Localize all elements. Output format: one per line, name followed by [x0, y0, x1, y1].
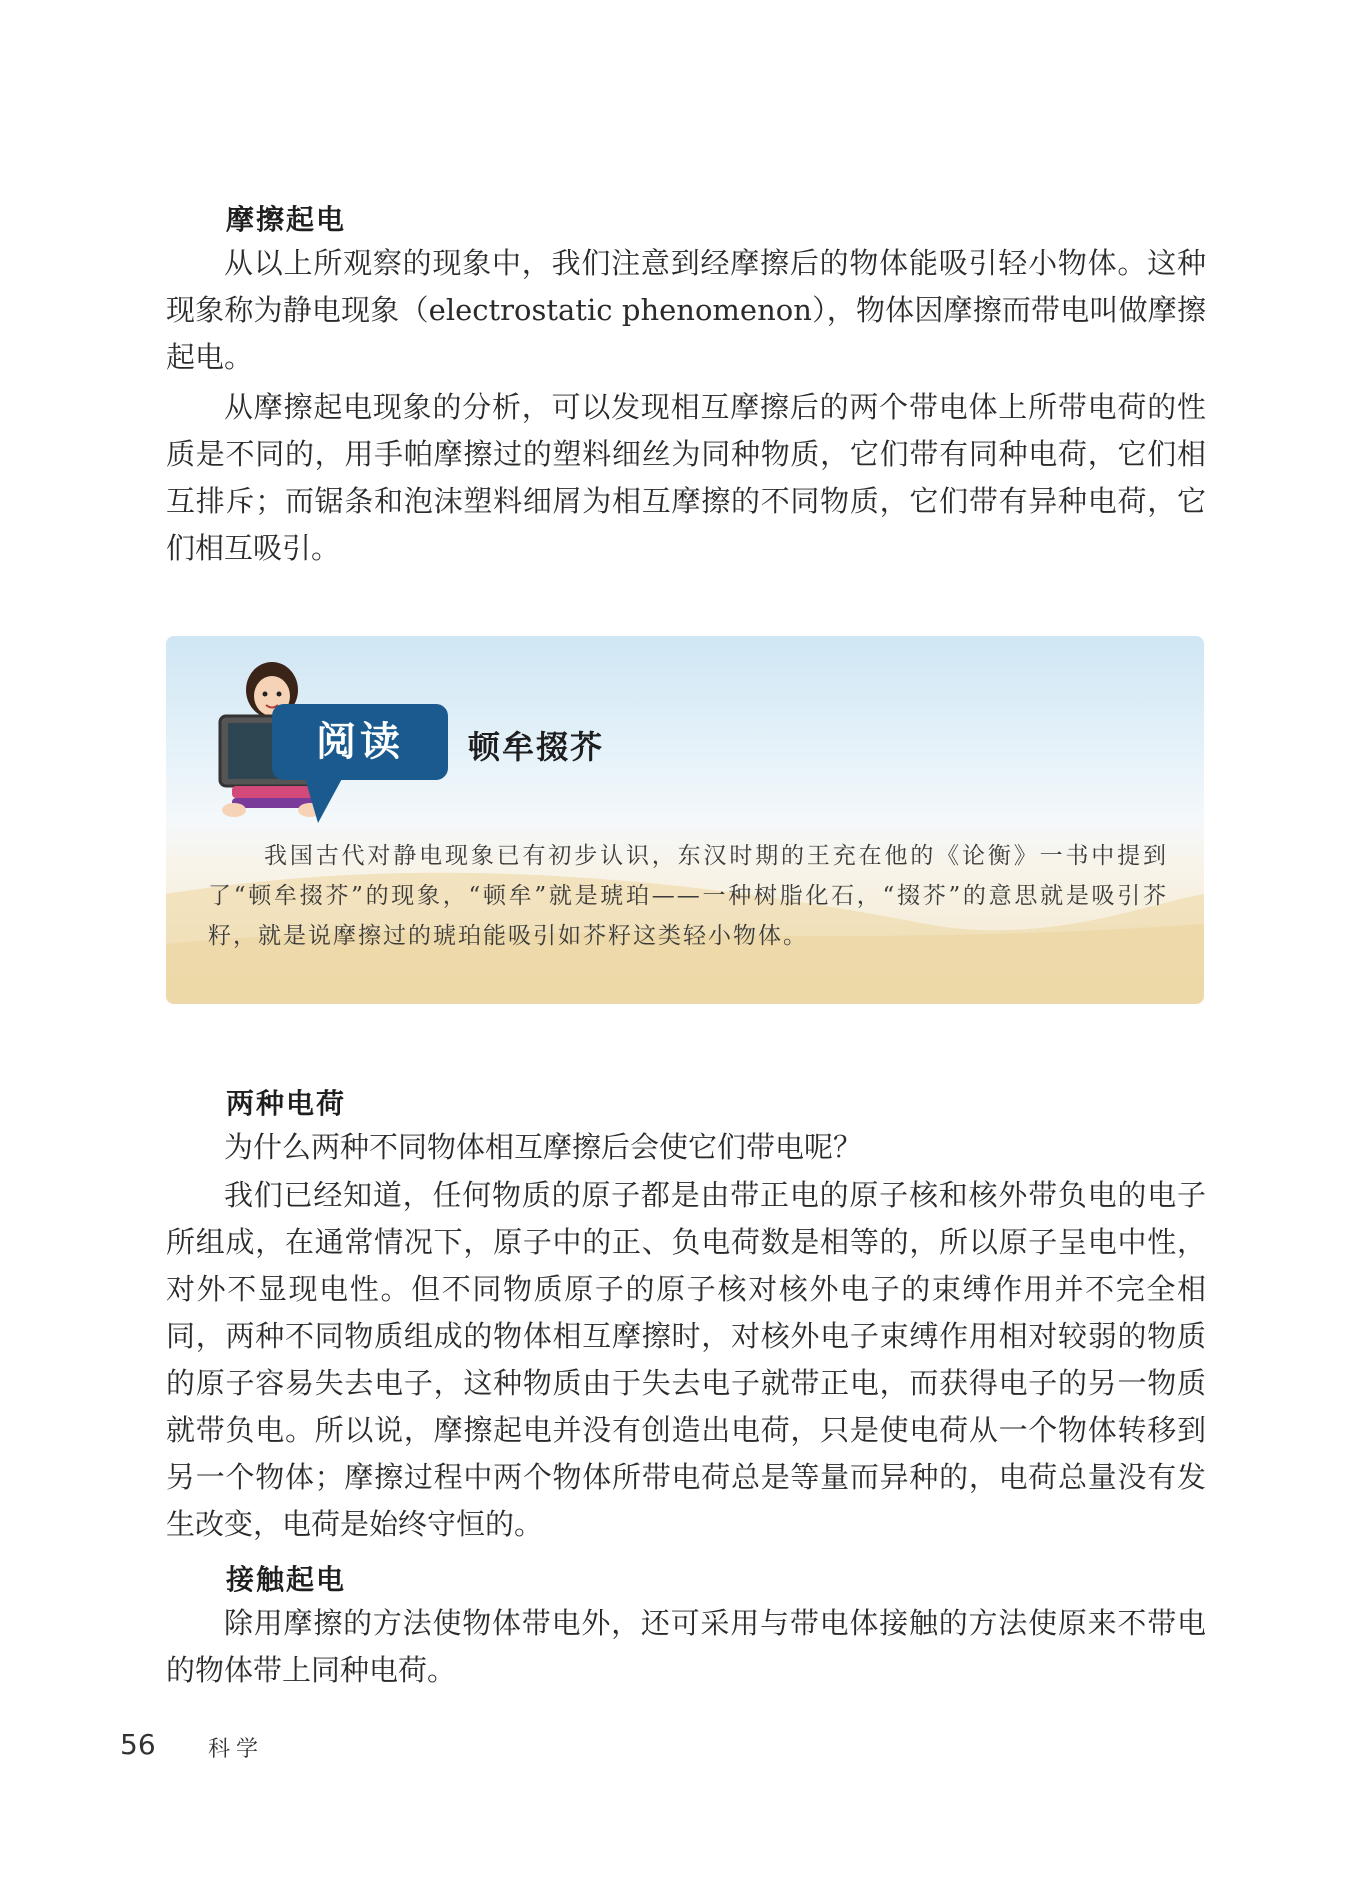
section-heading-contact: 接触起电: [226, 1563, 347, 1596]
paragraph-friction-2: 从摩擦起电现象的分析，可以发现相互摩擦后的两个带电体上所带电荷的性质是不同的，用手帕摩擦过的塑料细丝为同种物质，它们带有同种电荷，它们相互排斥；而锯条和泡沫塑料细屑为相互摩擦的不同物质，它们带有异种电荷，它们相互吸引。: [166, 390, 1206, 565]
section-heading-friction: 摩擦起电: [226, 203, 347, 236]
speech-tail-icon: [300, 775, 360, 825]
paragraph-charges-2: 我们已经知道，任何物质的原子都是由带正电的原子核和核外带负电的电子所组成，在通常情况下，原子中的正、负电荷数是相等的，所以原子呈电中性，对外不显现电性。但不同物质原子的原子核对核外电子的束缚作用并不完全相同，两种不同物质组成的物体相互摩擦时，对核外电子束缚作用相对较弱的物质的原子容易失去电子，这种物质由于失去电子就带正电，而获得电子的另一物质就带负电。所以说，摩擦起电并没有创造出电荷，只是使电荷从一个物体转移到另一个物体；摩擦过程中两个物体所带电荷总是等量而异种的，电荷总量没有发生改变，电荷是始终守恒的。: [166, 1178, 1206, 1541]
page-number: 56: [120, 1728, 156, 1761]
subject-label: 科学: [208, 1737, 265, 1762]
paragraph-friction-1: 从以上所观察的现象中，我们注意到经摩擦后的物体能吸引轻小物体。这种现象称为静电现象（electrostatic phenomenon），物体因摩擦而带电叫做摩擦起电。: [166, 246, 1206, 374]
paragraph-contact-1: 除用摩擦的方法使物体带电外，还可采用与带电体接触的方法使原来不带电的物体带上同种电荷。: [166, 1606, 1206, 1687]
reading-title: 顿牟掇芥: [468, 728, 605, 766]
reading-badge: 阅读: [272, 704, 448, 780]
reading-text: 我国古代对静电现象已有初步认识，东汉时期的王充在他的《论衡》一书中提到了“顿牟掇芥”的现象，“顿牟”就是琥珀——一种树脂化石，“掇芥”的意思就是吸引芥籽，就是说摩擦过的琥珀能吸引如芥籽这类轻小物体。: [208, 843, 1168, 949]
paragraph-charges-1: 为什么两种不同物体相互摩擦后会使它们带电呢？: [224, 1130, 863, 1164]
section-heading-two-charges: 两种电荷: [226, 1087, 347, 1120]
